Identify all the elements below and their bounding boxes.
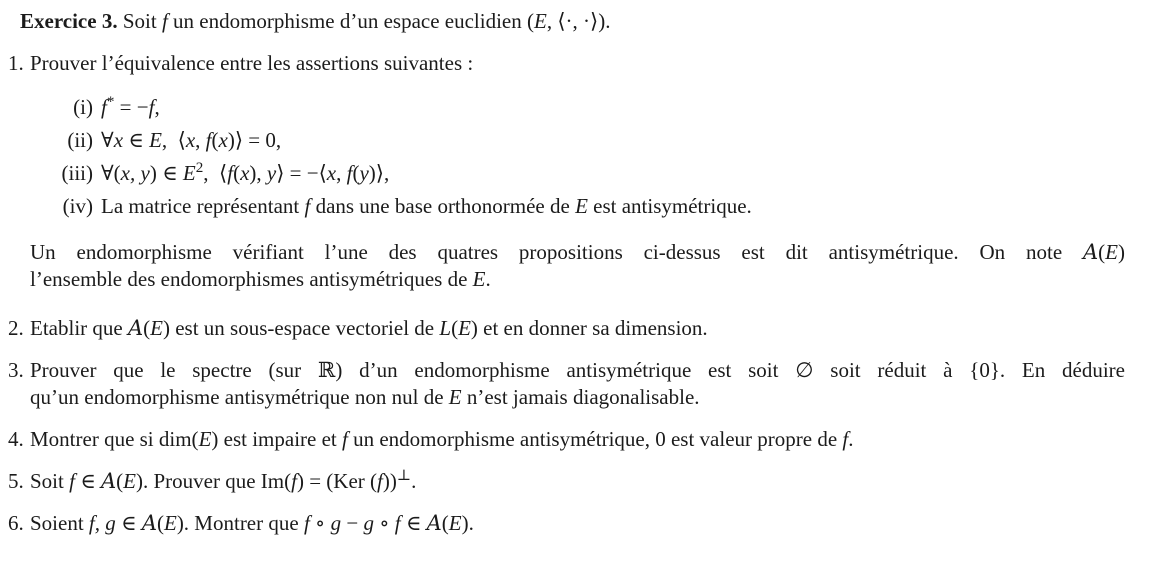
item-number: 2. (8, 316, 24, 340)
roman-list (30, 91, 1125, 223)
item-3-line-2: qu’un endomorphisme antisymétrique non nul de E n’est jamais diagonalisable. (30, 385, 700, 409)
item-body (30, 315, 1125, 342)
note-line-1: Un endomorphisme vérifiant l’une des quatres propositions ci-dessus est dit antisymétrique. On note A(E) (30, 240, 1125, 264)
roman-number: (i) (73, 95, 93, 119)
roman-item-ii (30, 124, 1125, 157)
exercise-header: Exercice 3. Soit f un endomorphisme d’un espace euclidien (E, ⟨·, ·⟩). (20, 9, 611, 33)
item-4 (8, 426, 1125, 453)
item-5-text: Soit f ∈ A(E). Prouver que Im(f) = (Ker (f))⊥. (30, 468, 417, 493)
roman-item-ii-text: ∀x ∈ E, ⟨x, f(x)⟩ = 0, (101, 128, 282, 152)
roman-item-iii-text: ∀(x, y) ∈ $E^2$, ⟨f(x), y⟩ = −⟨x, f(y)⟩, (101, 160, 390, 185)
item-body (30, 426, 1125, 453)
roman-item-iv-text: La matrice représentant f dans une base orthonormée de E est antisymétrique. (101, 194, 752, 218)
item-body (30, 50, 1125, 293)
item-body (30, 510, 1125, 537)
item-body (30, 468, 1125, 495)
item-2 (8, 315, 1125, 342)
item-3 (8, 357, 1125, 411)
item-6 (8, 510, 1125, 537)
roman-number: (iv) (62, 194, 93, 218)
item-1 (8, 50, 1125, 293)
item-4-text: Montrer que si dim(E) est impaire et f un endomorphisme antisymétrique, 0 est valeur propre de f. (30, 427, 854, 451)
note-paragraph (30, 239, 1125, 293)
roman-item-iv (30, 190, 1125, 223)
item-3-line-1: Prouver que le spectre (sur ℝ) d’un endomorphisme antisymétrique est soit ∅ soit réduit à {0}. En déduire (30, 358, 1125, 382)
item-1-text: Prouver l’équivalence entre les assertions suivantes : (30, 51, 474, 75)
item-body (30, 357, 1125, 411)
item-number: 3. (8, 358, 24, 382)
item-5 (8, 468, 1125, 495)
item-2-text: Etablir que A(E) est un sous-espace vectoriel de L(E) et en donner sa dimension. (30, 316, 708, 340)
roman-item-i-text: f* = −f, (101, 94, 160, 119)
roman-item-iii (30, 157, 1125, 190)
item-number: 1. (8, 51, 24, 75)
roman-item-i (30, 91, 1125, 124)
item-number: 4. (8, 427, 24, 451)
item-number: 6. (8, 511, 24, 535)
roman-number: (ii) (67, 128, 93, 152)
item-number: 5. (8, 469, 24, 493)
roman-number: (iii) (61, 161, 93, 185)
item-6-text: Soient f, g ∈ A(E). Montrer que f ∘ g − g ∘ f ∈ A(E). (30, 511, 474, 535)
note-line-2: l’ensemble des endomorphismes antisymétriques de E. (30, 267, 491, 291)
